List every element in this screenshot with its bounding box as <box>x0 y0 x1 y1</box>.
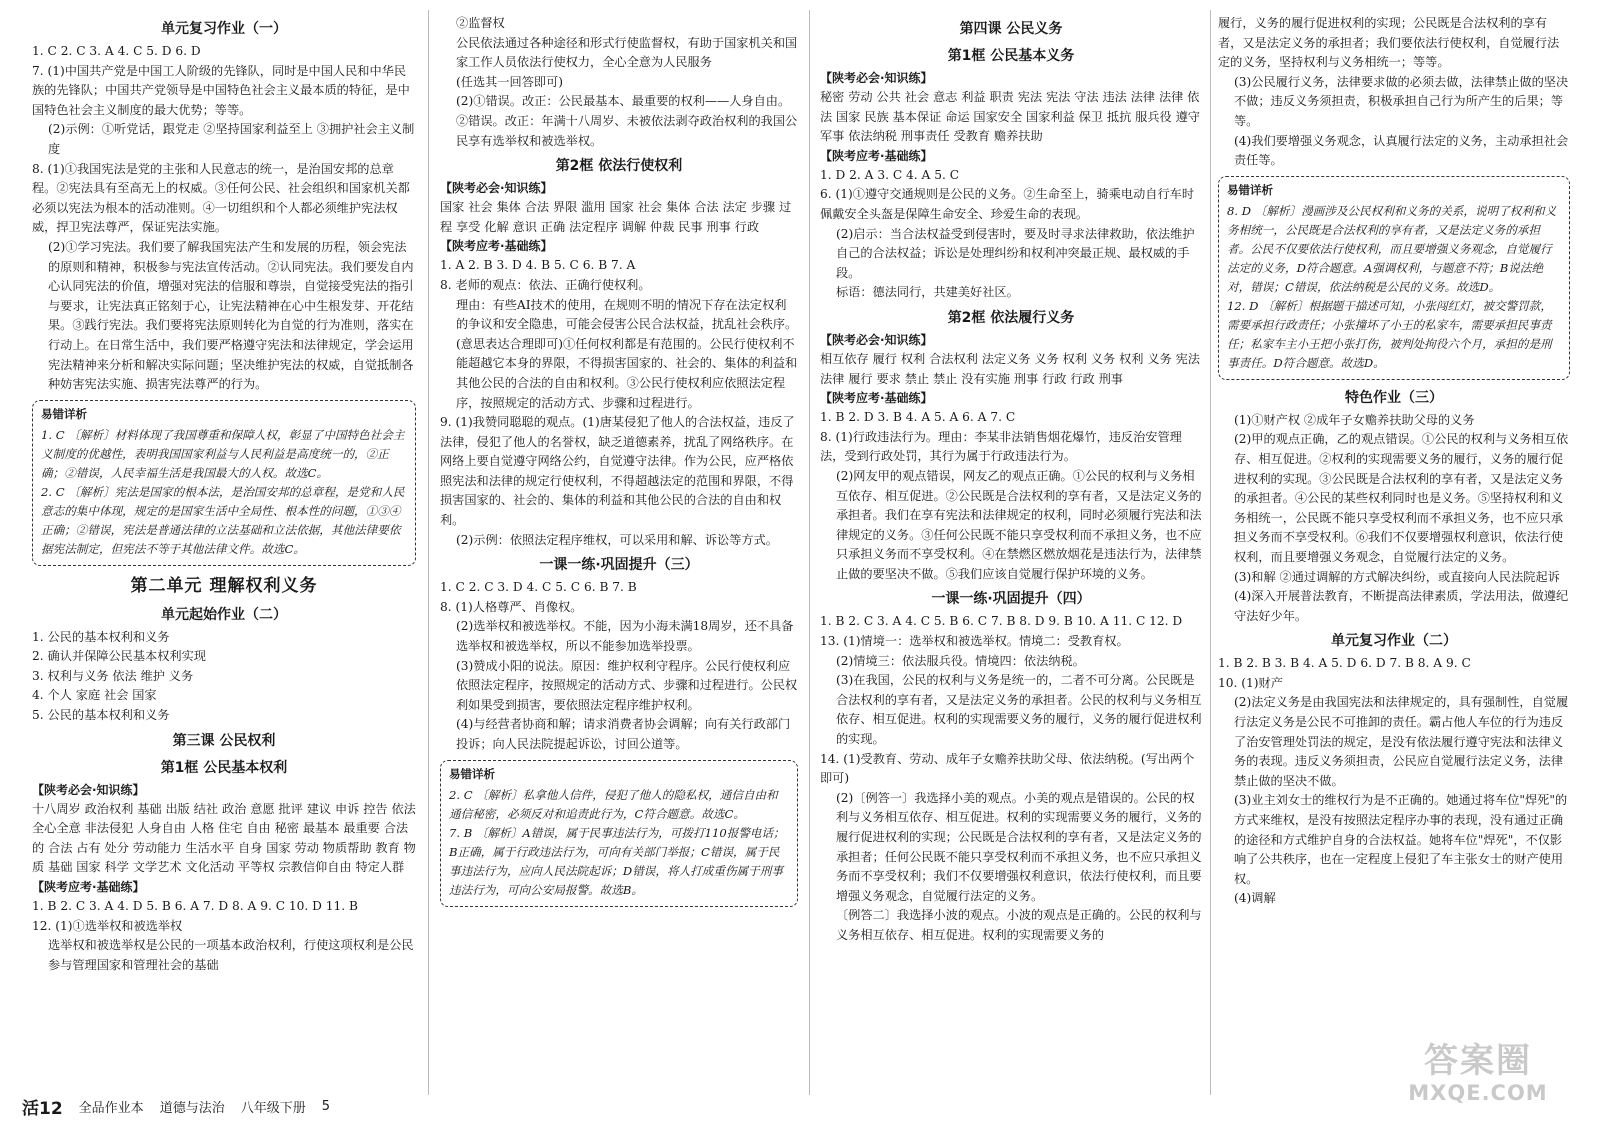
exercise-tag: 【陕考必会·知识练】 <box>32 782 145 797</box>
column-divider <box>428 10 429 1095</box>
exercise-tag: 【陕考必会·知识练】 <box>820 71 933 85</box>
error-analysis-box <box>440 760 798 907</box>
exercise-tag: 【陕考应考·基础练】 <box>440 239 553 254</box>
footer-grade: 八年级下册 <box>240 1100 306 1116</box>
answer-line: 13. (1)情境一：选举权和被选举权。情境二：受教育权。 <box>820 634 1129 649</box>
footer-page-number: 5 <box>321 1098 330 1114</box>
answer-column-4 <box>1218 14 1570 1091</box>
answer-line: 1. C 2. C 3. A 4. C 5. D 6. D <box>32 44 201 58</box>
answer-line: (2)法定义务是由我国宪法和法律规定的，具有强制性，自觉履行法定义务是公民不可推卸的责任。霸占他人车位的行为违反了治安管理处罚法的规定，是没有依法履行遵守宪法和法律义务的表现。违反义务须担责，公民应自觉履行法定义务，法律禁止做的坚决不做。 <box>1234 695 1569 788</box>
answer-column-1 <box>32 14 416 1091</box>
answer-column-2 <box>440 14 798 1091</box>
answer-line: 〔例答二〕我选择小波的观点。小波的观点是正确的。公民的权利与义务相互依存、相互促进。权利的实现需要义务的 <box>836 908 1202 942</box>
footer-logo: 活12 <box>22 1098 63 1119</box>
answer-line: 8. (1)①我国宪法是党的主张和人民意志的统一，是治国安邦的总章程。②宪法具有至高无上的权威。③任何公民、社会组织和国家机关都必须以宪法为根本的活动准则。④一切组织和个人都必须维护宪法权威，捍卫宪法尊严，保证宪法实施。 <box>32 161 410 235</box>
answer-line: (2)启示：当合法权益受到侵害时，要及时寻求法律救助，依法维护自己的合法权益；诉讼是处理纠纷和权利冲突最正规、最权威的手段。 <box>836 226 1195 280</box>
answer-line: (2)甲的观点正确，乙的观点错误。①公民的权利与义务相互依存、相互促进。②权利的实现需要义务的履行，义务的履行促进权利的实现。③公民既是合法权利的享有者，又是法定义务的承担者。④公民的某些权利同时也是义务。⑤坚持权利和义务相统一，公民既不能只享受权利而不承担义务，也不应只承担义务而不享受权利。⑥我们不仅要增强权利意识，依法行使权利，而且要增强义务观念，自觉履行法定的义务。 <box>1234 432 1569 564</box>
unit-title: 第二单元 理解权利义务 <box>130 575 318 596</box>
footer-brand: 全品作业本 <box>78 1100 144 1116</box>
exercise-tag: 【陕考必会·知识练】 <box>820 332 933 347</box>
answer-line: (任选其一回答即可) <box>456 74 564 89</box>
answer-line: 1. D 2. A 3. C 4. A 5. C <box>820 167 960 182</box>
section-heading: 第三课 公民权利 <box>172 732 276 749</box>
answer-line: 1. B 2. C 3. A 4. C 5. B 6. C 7. B 8. D 9. B 10. A 11. C 12. D <box>820 614 1183 629</box>
answer-line: (4)我们要增强义务观念，认真履行法定的义务，主动承担社会责任等。 <box>1234 133 1569 168</box>
answer-line: (2)①错误。改正：公民最基本、最重要的权利——人身自由。 <box>456 94 791 109</box>
answer-line: (3)业主刘女士的维权行为是不正确的。她通过将车位"焊死"的方式来维权，是没有按照法定程序办事的表现，没有通过正确的途径和方式维护自身的合法权益。她将车位"焊死"，不仅影响了公共秩序，也在一定程度上侵犯了车主张女士的财产使用权。 <box>1234 793 1568 886</box>
answer-line: (2)情境三：依法服兵役。情境四：依法纳税。 <box>836 653 1085 668</box>
answer-line: 1. C 2. C 3. D 4. C 5. C 6. B 7. B <box>440 580 637 595</box>
answer-line: 5. 公民的基本权利和义务 <box>32 708 170 723</box>
box-title: 易错详析 <box>449 766 495 781</box>
column-divider <box>1210 10 1211 1095</box>
analysis-item: 2. C 〔解析〕宪法是国家的根本法，是治国安邦的总章程，是党和人民意志的集中体现，规定的是国家生活中全局性、根本性的问题，①③④正确；②错误，宪法是普通法律的立法基础和立法依据，其他法律要依据宪法制定，但宪法不等于其他法律文件。故选C。 <box>41 484 405 556</box>
answer-line: 14. (1)受教育、劳动、成年子女赡养扶助父母、依法纳税。(写出两个即可) <box>820 751 1195 786</box>
answer-line: 十八周岁 政治权利 基础 出版 结社 政治 意愿 批评 建议 申诉 控告 依法 全心全意 非法侵犯 人身自由 人格 住宅 自由 秘密 最基本 最重要 合法的 合法 占有 处分 劳动能力 生活水平 自身 国家 劳动 物质帮助 教育 物质 基础 国家 科学 文学艺术 文化活动 平等权 宗教信仰自由 特定人群 <box>32 801 416 875</box>
analysis-item: 1. C 〔解析〕材料体现了我国尊重和保障人权，彰显了中国特色社会主义制度的优越性，表明我国国家利益与人民利益是高度统一的，②正确；②错误，人民幸福生活是我国最大的人权。故选C。 <box>41 427 405 480</box>
answer-line: (2)〔例答一〕我选择小美的观点。小美的观点是错误的。公民的权利与义务相互依存、相互促进。权利的实现需要义务的履行，义务的履行促进权利的实现；公民既是合法权利的享有者，又是法定义务的承担者；任何公民既不能只享受权利而不承担义务，也不应只承担义务而不享受权利；我们不仅要增强权利意识，依法行使权利，而且要增强义务观念，自觉履行法定的义务。 <box>836 790 1202 903</box>
answer-line: 选举权和被选举权是公民的一项基本政治权利，行使这项权利是公民参与管理国家和管理社会的基础 <box>48 938 414 972</box>
answer-line: 1. A 2. B 3. D 4. B 5. C 6. B 7. A <box>440 258 636 273</box>
answer-line: 1. B 2. D 3. B 4. A 5. A 6. A 7. C <box>820 410 1016 425</box>
answer-line: (1)①财产权 ②成年子女赡养扶助父母的义务 <box>1234 412 1475 427</box>
analysis-item: 8. D 〔解析〕漫画涉及公民权利和义务的关系，说明了权利和义务相统一，公民既是合法权利的享有者，又是法定义务的承担者。公民不仅要依法行使权利，而且要增强义务观念，自觉履行法定的义务，D符合题意。A强调权利，与题意不符；B说法绝对，错误；C错误，依法纳税是公民的义务。故选D。 <box>1227 203 1557 294</box>
answer-line: 公民依法通过各种途径和形式行使监督权，有助于国家机关和国家工作人员依法行使权力，全心全意为人民服务 <box>456 35 798 70</box>
column-divider <box>809 10 810 1095</box>
answer-line: 12. (1)①选举权和被选举权 <box>32 918 183 933</box>
answer-line: (2)①学习宪法。我们要了解我国宪法产生和发展的历程，领会宪法的原则和精神，积极参与宪法宣传活动。②认同宪法。我们要发自内心认同宪法的价值，增强对宪法的信服和尊崇，自觉接受宪法的指引与要求，让宪法真正铭刻于心，让宪法精神在心中生根发芽、开花结果。③践行宪法。我们要将宪法原则转化为自觉的行为准则，落实在行动上。在日常生活中，我们要严格遵守宪法和法律规定，学会运用宪法精神来分析和解决实际问题；坚决维护宪法的权威，自觉抵制各种妨害宪法实施、损害宪法尊严的行为。 <box>48 239 414 392</box>
section-heading: 特色作业（三） <box>1345 389 1443 406</box>
analysis-item: 12. D 〔解析〕根据题干描述可知，小张闯红灯，被交警罚款，需要承担行政责任；小张撞坏了小王的私家车，需要承担民事责任；私家车主小王把小张打伤，被判处拘役六个月，承担的是刑事责任。D符合题意。故选D。 <box>1227 298 1552 370</box>
box-title: 易错详析 <box>1227 182 1273 197</box>
error-analysis-box <box>32 400 416 566</box>
section-heading: 一课一练·巩固提升（三） <box>539 557 699 574</box>
analysis-item: 2. C 〔解析〕私拿他人信件，侵犯了他人的隐私权，通信自由和通信秘密，必须反对和追责此行为，C符合题意。故选C。 <box>449 787 778 821</box>
answer-line: 国家 社会 集体 合法 界限 滥用 国家 社会 集体 合法 法定 步骤 过程 享受 化解 意识 正确 法定程序 调解 仲裁 民事 刑事 行政 <box>440 200 792 234</box>
answer-line: (4)与经营者协商和解；请求消费者协会调解；向有关行政部门投诉；向人民法院提起诉讼，讨回公道等。 <box>456 717 791 751</box>
answer-line: 7. (1)中国共产党是中国工人阶级的先锋队，同时是中国人民和中华民族的先锋队；中国共产党领导是中国特色社会主义最本质的特征，是中国特色社会主义制度的最大优势；等等。 <box>32 63 410 117</box>
answer-line: (3)公民履行义务，法律要求做的必须去做，法律禁止做的坚决不做；违反义务须担责，积极承担自己行为所产生的后果；等等。 <box>1234 74 1569 128</box>
section-heading: 单元复习作业（一） <box>161 21 287 37</box>
exercise-tag: 【陕考应考·基础练】 <box>32 880 145 895</box>
exercise-tag: 【陕考应考·基础练】 <box>820 148 933 163</box>
answer-line: 10. (1)财产 <box>1218 675 1283 690</box>
answer-line: 4. 个人 家庭 社会 国家 <box>32 688 157 703</box>
watermark <box>1378 1041 1578 1111</box>
answer-line: 1. 公民的基本权利和义务 <box>32 629 170 644</box>
exercise-tag: 【陕考必会·知识练】 <box>440 181 553 196</box>
answer-line: (2)示例：①听党话，跟党走 ②坚持国家利益至上 ③拥护社会主义制度 <box>48 122 415 156</box>
section-heading: 单元起始作业（二） <box>161 606 287 623</box>
answer-line: (3)赞成小阳的说法。原因：维护权利守程序。公民行使权利应依照法定程序，按照规定的活动方式、步骤和过程进行。公民权利如果受到损害，要依照法定程序维护权利。 <box>456 658 798 712</box>
exercise-tag: 【陕考应考·基础练】 <box>820 391 933 406</box>
answer-line: (3)在我国，公民的权利与义务是统一的，二者不可分离。公民既是合法权利的享有者，又是法定义务的承担者。公民的权利与义务相互依存、相互促进。权利的实现需要义务的履行，义务的履行促进权利的实现。 <box>836 673 1202 747</box>
section-heading: 第1框 公民基本权利 <box>160 759 288 776</box>
answer-line: 8. (1)人格尊严、肖像权。 <box>440 599 583 614</box>
section-heading: 第四课 公民义务 <box>959 21 1063 37</box>
answer-line: 9. (1)我赞同聪聪的观点。(1)唐某侵犯了他人的合法权益，违反了法律，侵犯了他人的名誉权，缺乏道德素养，扰乱了网络秩序。在网络上要自觉遵守网络公约，自觉遵守法律。作为公民，应严格依照宪法和法律的规定行使权利，不得超越法定的范围和界限，不得损害国家的、社会的、集体的利益和其他公民的合法的自由和权利。 <box>440 415 795 528</box>
answer-line: 1. B 2. B 3. B 4. A 5. D 6. D 7. B 8. A 9. C <box>1218 656 1471 671</box>
answer-line: ②错误。改正：年满十八周岁、未被依法剥夺政治权利的我国公民享有选举权和被选举权。 <box>456 113 798 148</box>
answer-line: (2)网友甲的观点错误，网友乙的观点正确。①公民的权利与义务相互依存、相互促进。②公民既是合法权利的享有者，又是法定义务的承担者。我们在享有宪法和法律规定的权利，同时必须履行宪法和法律规定的义务。③任何公民既不能只享受权利而不承担义务，也不应只承担义务而不享受权利。④在禁燃区燃放烟花是违法行为，法律禁止做的要坚决不做。⑤我们应该自觉履行保护环境的义务。 <box>836 468 1202 581</box>
answer-line: (4)调解 <box>1234 891 1276 906</box>
answer-line: 相互依存 履行 权利 合法权利 法定义务 义务 权利 义务 权利 义务 宪法 法律 履行 要求 禁止 禁止 没有实施 刑事 行政 行政 刑事 <box>820 351 1200 386</box>
answer-line: 1. B 2. C 3. A 4. D 5. B 6. A 7. D 8. A 9. C 10. D 11. B <box>32 899 359 914</box>
answer-line: (2)选举权和被选举权。不能，因为小海未满18周岁，还不具备选举权和被选举权，所以不能参加选举投票。 <box>456 619 794 654</box>
answer-line: 8. (1)行政违法行为。理由：李某非法销售烟花爆竹，违反治安管理法，受到行政处罚，其行为属于行政违法行为。 <box>820 429 1182 464</box>
section-heading: 第2框 依法履行义务 <box>947 309 1075 326</box>
answer-line: 履行，义务的履行促进权利的实现；公民既是合法权利的享有者，又是法定义务的承担者；我们要依法行使权利，自觉履行法定的义务，坚持权利与义务相统一；等等。 <box>1218 16 1560 70</box>
answer-line: 3. 权利与义务 依法 维护 义务 <box>32 668 194 683</box>
watermark-en: MXQE.COM <box>1408 1081 1548 1105</box>
answer-line: 标语：德法同行，共建美好社区。 <box>836 285 1019 300</box>
answer-line: (4)深入开展普法教育，不断提高法律素质，学法用法，做遵纪守法好少年。 <box>1234 589 1569 623</box>
section-heading: 第2框 依法行使权利 <box>555 158 683 175</box>
section-heading: 一课一练·巩固提升（四） <box>931 591 1091 608</box>
box-title: 易错详析 <box>41 406 87 421</box>
watermark-cn: 答案圈 <box>1424 1041 1532 1081</box>
answer-line: 理由：有些AI技术的使用，在规则不明的情况下存在法定权利的争议和安全隐患，可能会侵害公民合法权益，扰乱社会秩序。(意思表达合理即可)①任何权利都是有范围的。公民行使权利不能超越它本身的界限，不得损害国家的、社会的、集体的利益和其他公民的合法的自由和权利。③公民行使权利应依照法定程序，按照规定的活动方式、步骤和过程进行。 <box>456 297 798 410</box>
error-analysis-box <box>1218 176 1570 380</box>
answer-line: (2)示例：依照法定程序维权，可以采用和解、诉讼等方式。 <box>456 532 778 547</box>
section-heading: 单元复习作业（二） <box>1331 633 1457 650</box>
answer-line: 6. (1)①遵守交通规则是公民的义务。②生命至上，骑乘电动自行车时佩戴安全头盔是保障生命安全、珍爱生命的表现。 <box>820 187 1195 221</box>
analysis-item: 7. B 〔解析〕A错误，属于民事违法行为，可拨打110报警电话；B正确，属于行政违法行为，可向有关部门举报；C错误，属于民事违法行为，应向人民法院起诉；D错误，将人打成重伤属于刑事违法行为，可向公安局报警。故选B。 <box>449 825 785 897</box>
section-heading: 第1框 公民基本义务 <box>947 48 1075 64</box>
answer-line: 2. 确认并保障公民基本权利实现 <box>32 649 206 664</box>
answer-line: (3)和解 ②通过调解的方式解决纠纷，或直接向人民法院起诉 <box>1234 569 1560 584</box>
page-footer <box>22 1095 330 1117</box>
footer-subject: 道德与法治 <box>159 1100 225 1116</box>
answer-line: ②监督权 <box>456 16 505 30</box>
answer-line: 8. 老师的观点：依法、正确行使权利。 <box>440 277 651 292</box>
answer-column-3 <box>820 14 1202 1091</box>
answer-line: 秘密 劳动 公共 社会 意志 利益 职责 宪法 宪法 守法 违法 法律 法律 依法 国家 民族 基本保证 命运 国家安全 国家利益 保卫 抵抗 服兵役 遵守 军事 依法纳税 刑事责任 受教育 赡养扶助 <box>820 90 1200 144</box>
